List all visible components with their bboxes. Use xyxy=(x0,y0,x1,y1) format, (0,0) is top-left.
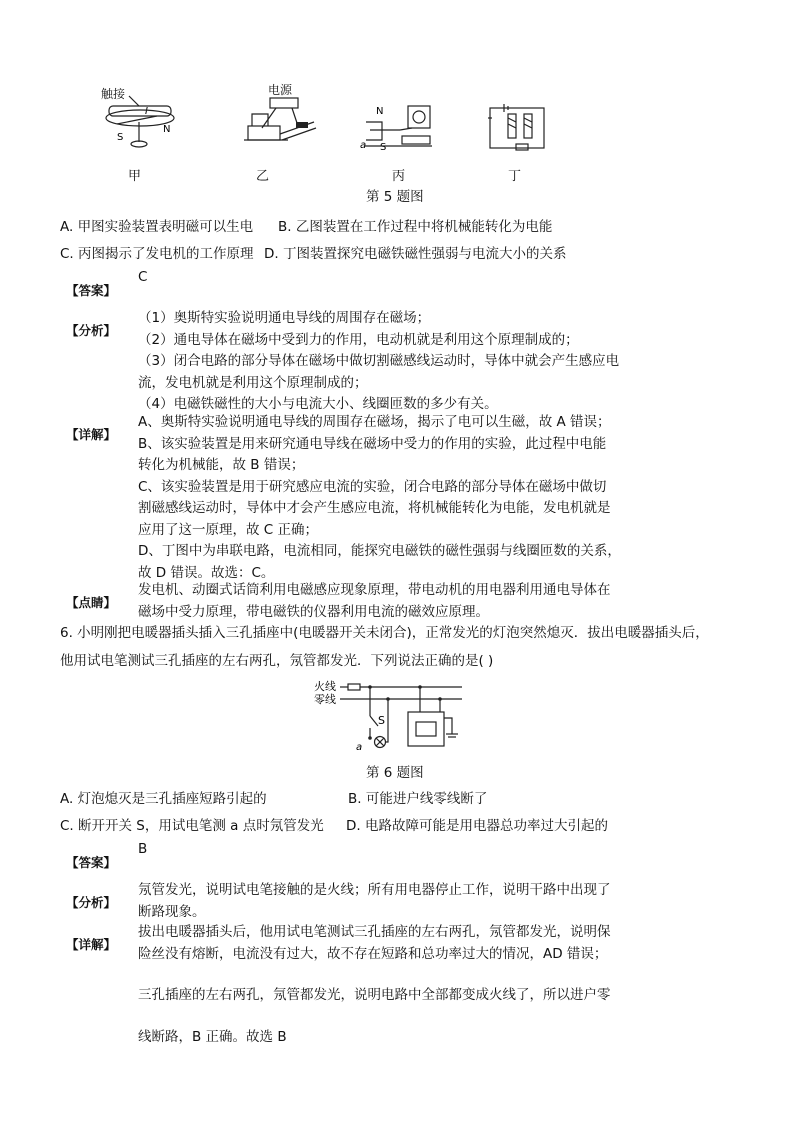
q5-option-a: A. 甲图实验装置表明磁可以生电 xyxy=(60,219,254,235)
q5-analysis-tag: 【分析】 xyxy=(66,323,117,338)
q6-option-c: C. 断开开关 S，用试电笔测 a 点时氖管发光 xyxy=(60,818,324,834)
svg-text:N: N xyxy=(163,124,171,135)
q5-option-b: B. 乙图装置在工作过程中将机械能转化为电能 xyxy=(278,219,553,235)
q6-figure-caption: 第 6 题图 xyxy=(366,765,424,781)
figure-jia-oersted xyxy=(95,84,185,154)
fig-switch-label: S xyxy=(378,714,385,727)
fig-label-ding: 丁 xyxy=(508,169,522,184)
q6-detail: 拔出电暖器插头后，他用试电笔测试三孔插座的左右两孔，氖管都发光，说明保 险丝没有熔断，电流没有过大，故不存在短路和总功率过大的情况，AD 错误； xyxy=(138,924,611,962)
fig-point-a-label: a xyxy=(356,742,363,753)
svg-text:a: a xyxy=(360,140,367,151)
fig-live-wire-label: 火线 xyxy=(314,680,336,693)
q6-stem-line1: 6. 小明刚把电暖器插头插入三孔插座中(电暖器开关未闭合)，正常发光的灯泡突然熄灭．拔出电暖器插头后， xyxy=(60,625,709,641)
svg-text:S: S xyxy=(117,132,124,143)
fig-label-bing: 丙 xyxy=(392,169,406,184)
q5-answer-value: C xyxy=(138,269,148,285)
q6-option-a: A. 灯泡熄灭是三孔插座短路引起的 xyxy=(60,791,267,807)
fig-yi-power-label: 电源 xyxy=(268,83,293,97)
figure-q6-circuit xyxy=(312,678,482,756)
q6-answer-tag: 【答案】 xyxy=(66,855,117,870)
q6-analysis: 氖管发光，说明试电笔接触的是火线；所有用电器停止工作，说明干路中出现了 断路现象。 xyxy=(138,882,611,920)
q5-detail: A、奥斯特实验说明通电导线的周围存在磁场，揭示了电可以生磁，故 A 错误； B、该实验装置是用来研究通电导线在磁场中受力的作用的实验，此过程中电能 转化为机械能，故 B 错误； C、该实验装置是用于研究感应电流的实验，闭合电路的部分导体在磁场中做切 割磁感线运动时，导体中才会产生感应电流，将机械能转化为电能，发电机就是 应用了这一原理，故 C 正确； D、丁图中为串联电路，电流相同，能探究电磁铁的磁性强弱与线圈匝数的关系， 故 D 错误。故选：C。 xyxy=(138,414,621,581)
q6-detail-tag: 【详解】 xyxy=(66,937,117,952)
q5-tip-tag: 【点睛】 xyxy=(66,595,117,610)
q5-detail-tag: 【详解】 xyxy=(66,427,117,442)
svg-text:N: N xyxy=(376,106,384,117)
q5-answer-tag: 【答案】 xyxy=(66,283,117,298)
q5-analysis: （1）奥斯特实验说明通电导线的周围存在磁场； （2）通电导体在磁场中受到力的作用，电动机就是利用这个原理制成的； （3）闭合电路的部分导体在磁场中做切割磁感线运动时，导体中就会产生感应电 流，发电机就是利用这个原理制成的； （4）电磁铁磁性的大小与电流大小、线圈匝数的多少有关。 xyxy=(138,310,620,412)
figure-ding-electromagnet xyxy=(486,104,548,156)
q6-option-b: B. 可能进户线零线断了 xyxy=(348,791,488,807)
q6-stem-line2: 他用试电笔测试三孔插座的左右两孔，氖管都发光．下列说法正确的是( ) xyxy=(60,653,494,669)
q6-option-d: D. 电路故障可能是用电器总功率过大引起的 xyxy=(346,818,608,834)
figure-yi-motor xyxy=(238,82,328,154)
q5-figure-caption: 第 5 题图 xyxy=(366,189,424,205)
svg-text:I: I xyxy=(145,106,148,117)
figure-bing-generator xyxy=(360,100,440,156)
fig-neutral-wire-label: 零线 xyxy=(314,693,336,706)
fig-jia-touch-label: 触接 xyxy=(101,87,126,101)
q5-option-d: D. 丁图装置探究电磁铁磁性强弱与电流大小的关系 xyxy=(264,246,567,262)
q6-answer-value: B xyxy=(138,841,148,857)
q5-tip: 发电机、动圈式话筒利用电磁感应现象原理，带电动机的用电器利用通电导体在 磁场中受力原理，带电磁铁的仪器利用电流的磁效应原理。 xyxy=(138,582,611,620)
q6-detail-continued: 三孔插座的左右两孔，氖管都发光，说明电路中全部都变成火线了，所以进户零 线断路，B 正确。故选 B xyxy=(138,987,611,1045)
svg-text:S: S xyxy=(380,142,387,153)
q6-analysis-tag: 【分析】 xyxy=(66,895,117,910)
fig-label-yi: 乙 xyxy=(256,169,270,184)
fig-label-jia: 甲 xyxy=(128,169,142,184)
q5-option-c: C. 丙图揭示了发电机的工作原理 xyxy=(60,246,254,262)
